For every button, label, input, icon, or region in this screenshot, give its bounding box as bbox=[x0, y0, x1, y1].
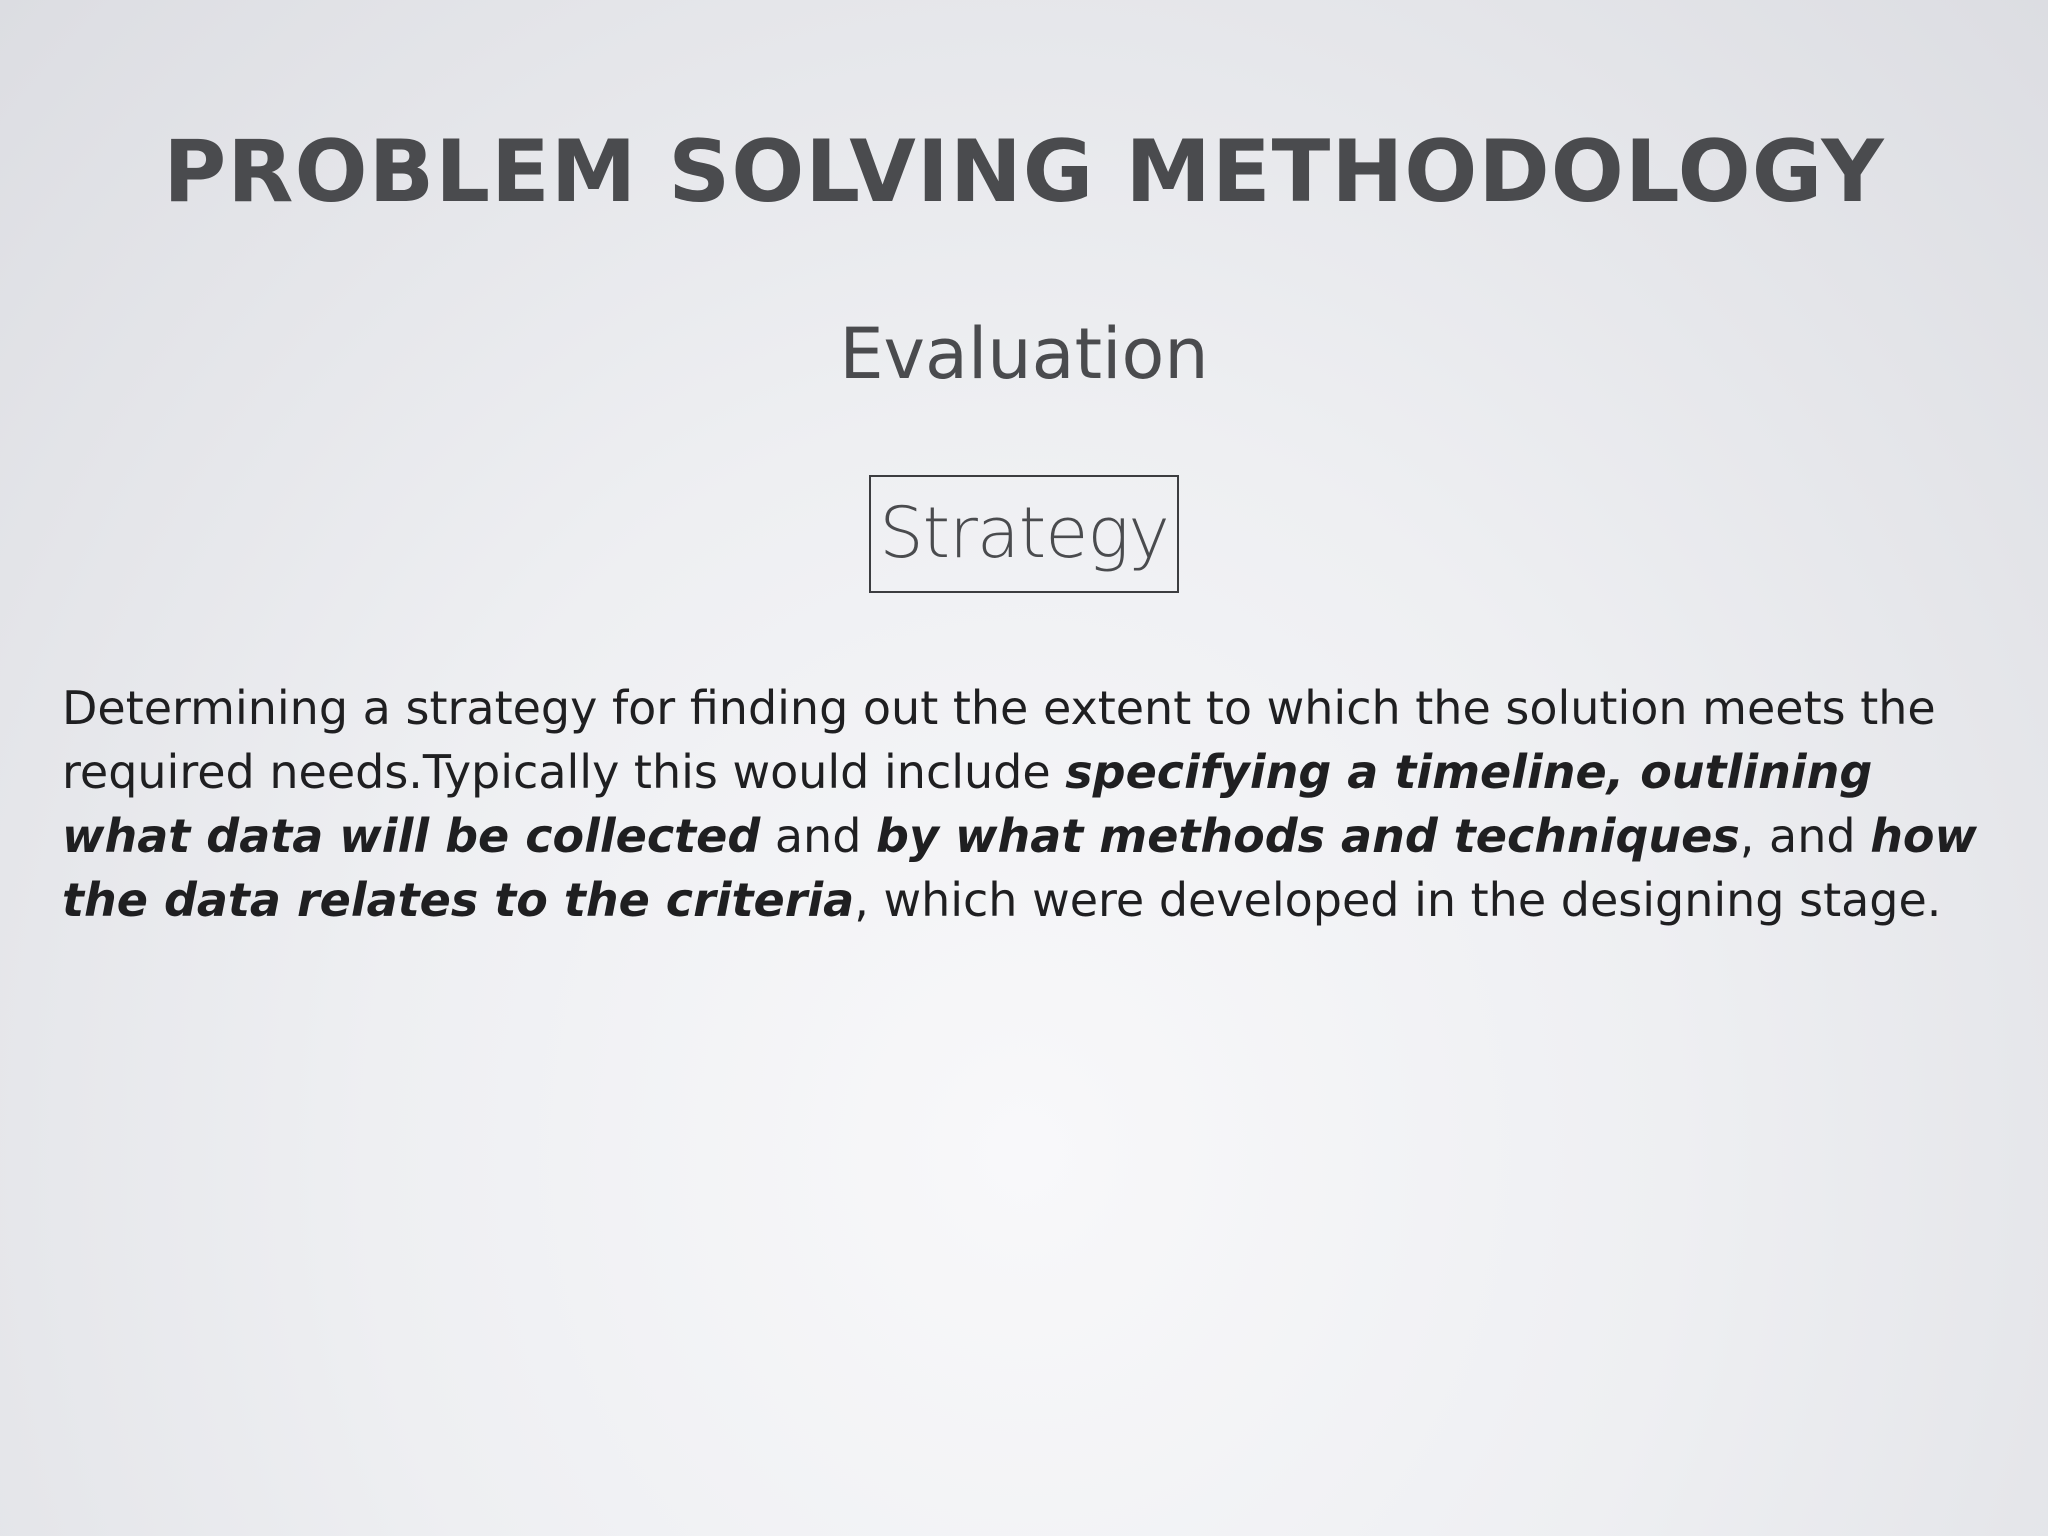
paragraph-text: , which were developed in the designing stage. bbox=[854, 873, 1942, 927]
slide-title: PROBLEM SOLVING METHODOLOGY bbox=[163, 122, 1885, 222]
boxed-heading-container bbox=[0, 475, 2048, 593]
paragraph-emphasis: how the data relates to the criteria bbox=[62, 809, 1978, 927]
paragraph-emphasis: by what methods and techniques bbox=[876, 809, 1740, 863]
paragraph-emphasis: specifying a timeline, outlining what data will be collected bbox=[62, 745, 1873, 863]
slide-subtitle: Evaluation bbox=[839, 313, 1209, 395]
paragraph-text: , and bbox=[1739, 809, 1871, 863]
paragraph-text: and bbox=[760, 809, 877, 863]
paragraph-text: Determining a strategy for finding out the extent to which the solution meets the required needs.Typically this would include bbox=[62, 681, 1936, 799]
boxed-heading: Strategy bbox=[869, 475, 1179, 593]
body-paragraph bbox=[62, 676, 1992, 932]
